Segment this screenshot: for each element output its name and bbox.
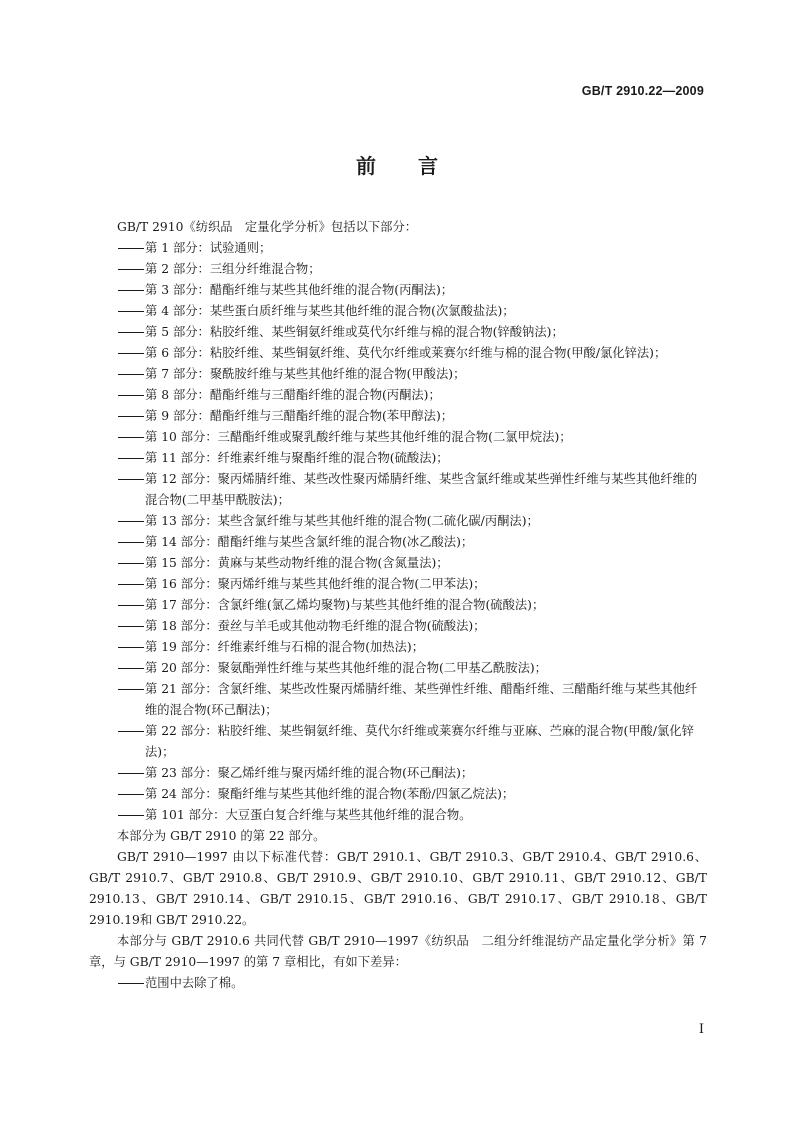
part-list-item-text: 第 8 部分：醋酯纤维与三醋酯纤维的混合物(丙酮法)； [145,388,441,402]
dash-marker [118,479,144,480]
dash-marker [118,689,144,690]
part-list-item [89,322,707,343]
part-list-item [89,280,707,301]
dash-marker [118,668,144,669]
part-list-item-text: 第 7 部分：聚酰胺纤维与某些其他纤维的混合物(甲酸法)； [145,367,466,381]
part-list-item-text: 第 13 部分：某些含氯纤维与某些其他纤维的混合物(二硫化碳/丙酮法)； [145,514,539,528]
part-list-item-text: 第 20 部分：聚氨酯弹性纤维与某些其他纤维的混合物(二甲基乙酰胺法)； [145,661,547,675]
part-list-item [89,448,707,469]
part-list-item-text: 第 14 部分：醋酯纤维与某些含氯纤维的混合物(冰乙酸法)； [145,535,474,549]
part-list-item [89,637,707,658]
standard-code: GB/T 2910.22—2009 [581,84,704,98]
part-list-item [89,658,707,679]
part-list-item-text: 第 4 部分：某些蛋白质纤维与某些其他纤维的混合物(次氯酸盐法)； [145,304,515,318]
dash-marker [118,815,144,816]
part-list-item [89,553,707,574]
part-list-item [89,343,707,364]
part-list-item [89,532,707,553]
dash-marker [118,311,144,312]
part-list-item-text: 第 11 部分：纤维素纤维与聚酯纤维的混合物(硫酸法)； [145,451,449,465]
dash-marker [118,353,144,354]
part-list-item [89,427,707,448]
part-list-item [89,301,707,322]
dash-marker [118,269,144,270]
parts-list [89,238,707,826]
dash-marker [118,521,144,522]
dash-marker [118,983,144,984]
part-list-item-text: 第 12 部分：聚丙烯腈纤维、某些改性聚丙烯腈纤维、某些含氯纤维或某些弹性纤维与某些其他纤维的混合物(二甲基甲酰胺法)； [145,472,698,507]
part-list-item-text: 第 3 部分：醋酯纤维与某些其他纤维的混合物(丙酮法)； [145,283,454,297]
difference-item [89,973,707,994]
part-list-item-text: 第 10 部分：三醋酯纤维或聚乳酸纤维与某些其他纤维的混合物(二氯甲烷法)； [145,430,572,444]
part-list-item [89,679,707,721]
replacement-paragraph: GB/T 2910—1997 由以下标准代替：GB/T 2910.1、GB/T 2910.3、GB/T 2910.4、GB/T 2910.6、GB/T 2910.7、GB/T 2910.8、GB/T 2910.9、GB/T 2910.10、GB/T 2910.11、GB/T 2910.12、GB/T 2910.13、GB/T 2910.14、GB/T 2910.15、GB/T 2910.16、GB/T 2910.17、GB/T 2910.18、GB/T 2910.19和 GB/T 2910.22。 [89,850,707,927]
part-list-item-text: 第 21 部分：含氯纤维、某些改性聚丙烯腈纤维、某些弹性纤维、醋酯纤维、三醋酯纤维与某些其他纤维的混合物(环己酮法)； [145,682,698,717]
part-list-item [89,385,707,406]
dash-marker [118,416,144,417]
part-list-item [89,721,707,763]
dash-marker [118,626,144,627]
page-title: 前言 [356,154,480,178]
part-list-item-text: 第 2 部分：三组分纤维混合物； [145,262,321,276]
dash-marker [118,458,144,459]
part-list-item-text: 第 1 部分：试验通则； [145,241,272,255]
part-list-item [89,364,707,385]
dash-marker [118,542,144,543]
part-list-item [89,616,707,637]
part-list-item [89,763,707,784]
part-list-item [89,784,707,805]
dash-marker [118,248,144,249]
part-list-item-text: 第 5 部分：粘胶纤维、某些铜氨纤维或莫代尔纤维与棉的混合物(锌酸钠法)； [145,325,564,339]
part-list-item-text: 第 16 部分：聚丙烯纤维与某些其他纤维的混合物(二甲苯法)； [145,577,486,591]
intro-paragraph: GB/T 2910《纺织品 定量化学分析》包括以下部分： [117,220,418,234]
part-list-item [89,805,707,826]
part-list-item-text: 第 17 部分：含氯纤维(氯乙烯均聚物)与某些其他纤维的混合物(硫酸法)； [145,598,545,612]
dash-marker [118,794,144,795]
dash-marker [118,605,144,606]
dash-marker [118,584,144,585]
part-list-item-text: 第 101 部分：大豆蛋白复合纤维与某些其他纤维的混合物。 [145,808,472,822]
part-list-item-text: 第 15 部分：黄麻与某些动物纤维的混合物(含氮量法)； [145,556,449,570]
part-list-item [89,259,707,280]
dash-marker [118,290,144,291]
dash-marker [118,731,144,732]
part-list-item-text: 第 19 部分：纤维素纤维与石棉的混合物(加热法)； [145,640,424,654]
dash-marker [118,437,144,438]
part-list-item [89,469,707,511]
page-number: I [698,1022,704,1037]
difference-item-text: 范围中去除了棉。 [145,976,244,990]
part-list-item-text: 第 9 部分：醋酯纤维与三醋酯纤维的混合物(苯甲醇法)； [145,409,454,423]
part-list-item [89,574,707,595]
part-list-item-text: 第 22 部分：粘胶纤维、某些铜氨纤维、莫代尔纤维或莱赛尔纤维与亚麻、苎麻的混合物(甲酸/氯化锌法)； [145,724,694,759]
part-list-item-text: 第 23 部分：聚乙烯纤维与聚丙烯纤维的混合物(环己酮法)； [145,766,474,780]
dash-marker [118,563,144,564]
part-list-item-text: 第 6 部分：粘胶纤维、某些铜氨纤维、莫代尔纤维或莱赛尔纤维与棉的混合物(甲酸/氯化锌法)； [145,346,667,360]
dash-marker [118,773,144,774]
foreword-body [89,217,707,994]
part-list-item [89,595,707,616]
dash-marker [118,374,144,375]
dash-marker [118,647,144,648]
part-list-item [89,511,707,532]
part-list-item [89,238,707,259]
part-statement: 本部分为 GB/T 2910 的第 22 部分。 [117,829,326,843]
comparison-paragraph: 本部分与 GB/T 2910.6 共同代替 GB/T 2910—1997《纺织品 二组分纤维混纺产品定量化学分析》第 7 章，与 GB/T 2910—1997 的第 7 章相比，有如下差异： [89,934,707,969]
dash-marker [118,332,144,333]
part-list-item-text: 第 18 部分：蚕丝与羊毛或其他动物毛纤维的混合物(硫酸法)； [145,619,486,633]
dash-marker [118,395,144,396]
part-list-item [89,406,707,427]
part-list-item-text: 第 24 部分：聚酯纤维与某些其他纤维的混合物(苯酚/四氯乙烷法)； [145,787,515,801]
